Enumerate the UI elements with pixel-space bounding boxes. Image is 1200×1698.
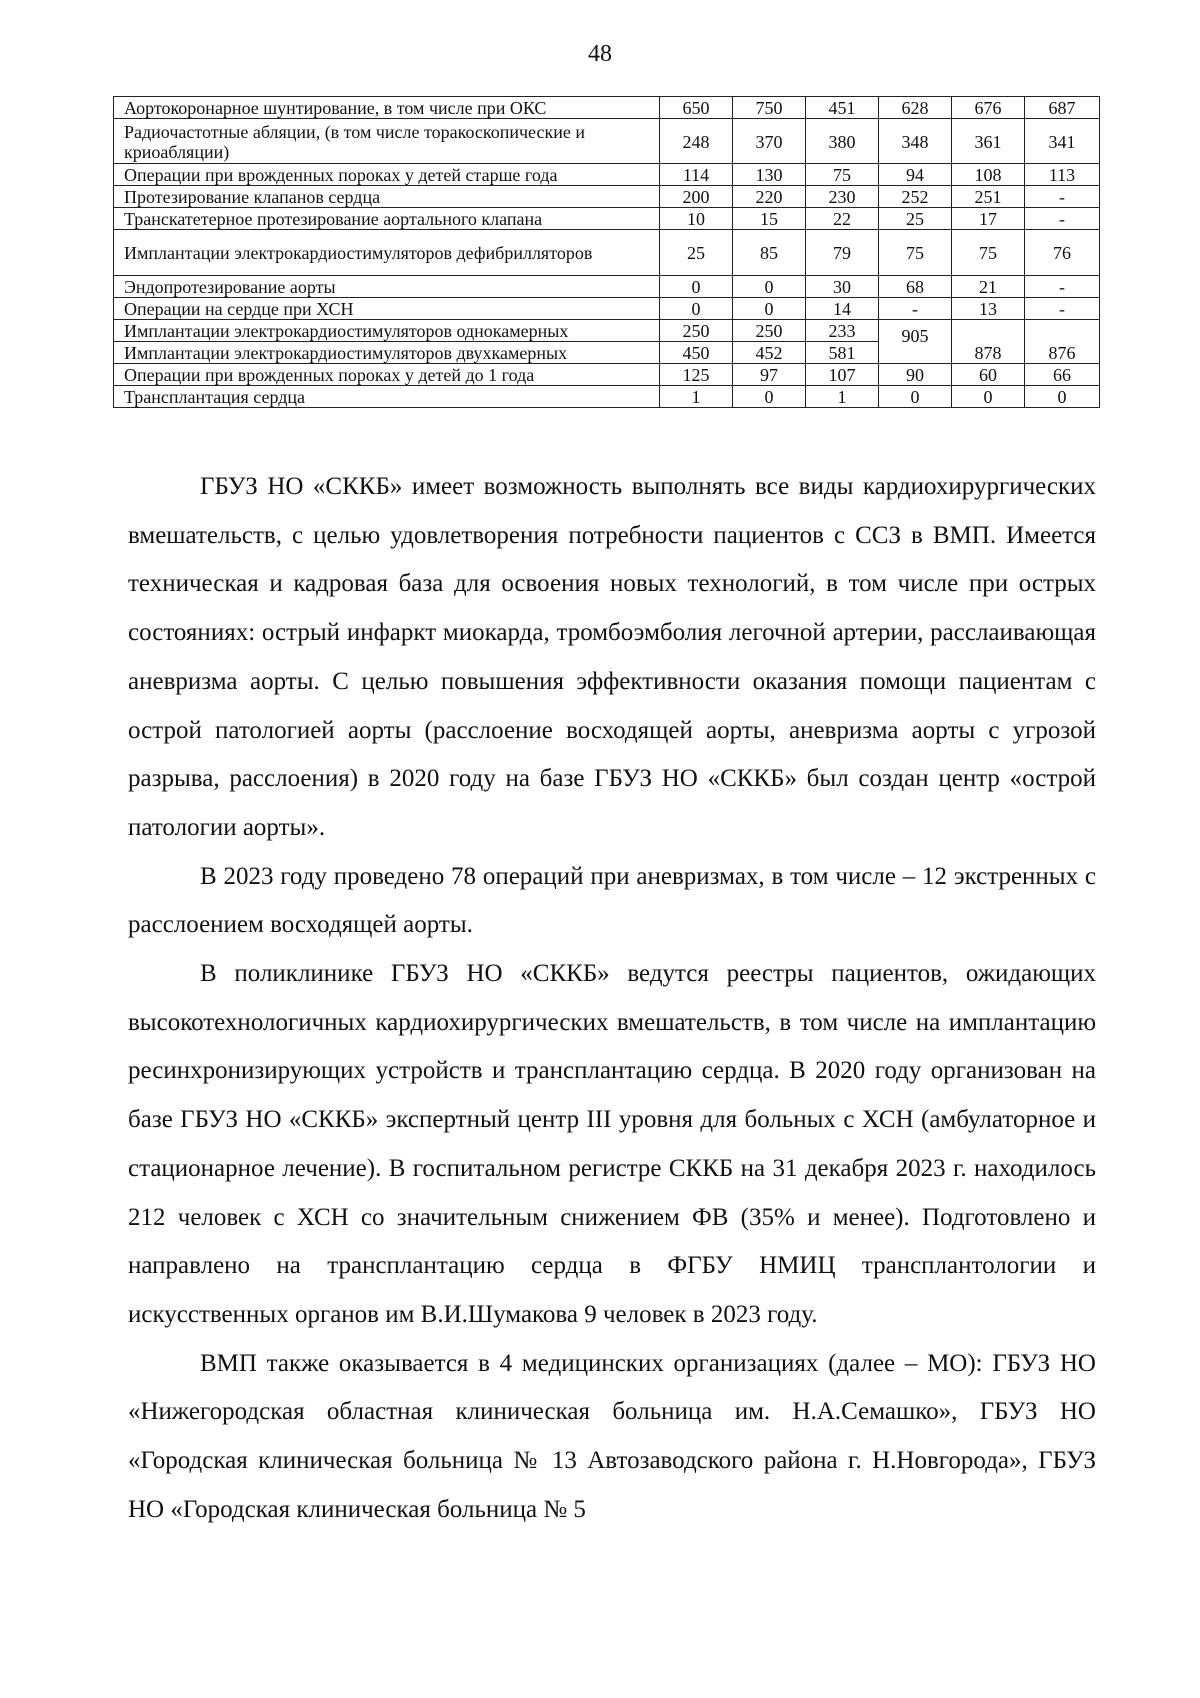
row-label: Имплантации электрокардиостимуляторов двухкамерных bbox=[114, 342, 660, 364]
merged-cell: 876 bbox=[1025, 320, 1100, 364]
table-row bbox=[114, 386, 1100, 408]
table-cell: - bbox=[1025, 276, 1100, 298]
table-cell: 452 bbox=[733, 342, 806, 364]
row-label: Радиочастотные абляции, (в том числе торакоскопические и криоабляции) bbox=[114, 119, 660, 164]
table-cell: 15 bbox=[733, 208, 806, 230]
table-cell: 687 bbox=[1025, 97, 1100, 119]
table-cell: 75 bbox=[952, 230, 1025, 276]
surgery-statistics-table bbox=[113, 96, 1100, 408]
row-label: Операции на сердце при ХСН bbox=[114, 298, 660, 320]
table-cell: 125 bbox=[660, 364, 733, 386]
table-cell: 114 bbox=[660, 164, 733, 186]
table-cell: 676 bbox=[952, 97, 1025, 119]
table-row bbox=[114, 97, 1100, 119]
table-cell: 341 bbox=[1025, 119, 1100, 164]
row-label: Имплантации электрокардиостимуляторов однокамерных bbox=[114, 320, 660, 342]
table-cell: 250 bbox=[660, 320, 733, 342]
table-cell: 248 bbox=[660, 119, 733, 164]
table-cell: 107 bbox=[806, 364, 879, 386]
table-cell: 450 bbox=[660, 342, 733, 364]
table-cell: 250 bbox=[733, 320, 806, 342]
table-cell: 348 bbox=[879, 119, 952, 164]
paragraph: В поликлинике ГБУЗ НО «СККБ» ведутся реестры пациентов, ожидающих высокотехнологичных кардиохирургических вмешательств, в том числе на имплантацию ресинхронизирующих устройств и трансплантацию сердца. В 2020 году организован на базе ГБУЗ НО «СККБ» экспертный центр III уровня для больных с ХСН (амбулаторное и стационарное лечение). В госпитальном регистре СККБ на 31 декабря 2023 г. находилось 212 человек с ХСН со значительным снижением ФВ (35% и менее). Подготовлено и направлено на трансплантацию сердца в ФГБУ НМИЦ трансплантологии и искусственных органов им В.И.Шумакова 9 человек в 2023 году. bbox=[128, 960, 1096, 1328]
row-label: Транскатетерное протезирование аортального клапана bbox=[114, 208, 660, 230]
paragraph: ВМП также оказывается в 4 медицинских организациях (далее – МО): ГБУЗ НО «Нижегородская областная клиническая больница им. Н.А.Семашко», ГБУЗ НО «Городская клиническая больница № 13 Автозаводского района г. Н.Новгорода», ГБУЗ НО «Городская клиническая больница № 5 bbox=[128, 1349, 1096, 1523]
table-cell: 22 bbox=[806, 208, 879, 230]
table-cell: 650 bbox=[660, 97, 733, 119]
table-cell: 30 bbox=[806, 276, 879, 298]
table-cell: 0 bbox=[733, 276, 806, 298]
table-row bbox=[114, 364, 1100, 386]
table-cell: 0 bbox=[733, 386, 806, 408]
paragraph: В 2023 году проведено 78 операций при аневризмах, в том числе – 12 экстренных с расслоением восходящей аорты. bbox=[128, 862, 1096, 939]
table-row bbox=[114, 186, 1100, 208]
merged-cell: 905 bbox=[879, 320, 952, 364]
table-row bbox=[114, 230, 1100, 276]
table-cell: 0 bbox=[660, 298, 733, 320]
table-cell: 85 bbox=[733, 230, 806, 276]
table-row bbox=[114, 276, 1100, 298]
table-cell: 10 bbox=[660, 208, 733, 230]
table-row bbox=[114, 298, 1100, 320]
table-cell: 200 bbox=[660, 186, 733, 208]
table-cell: 25 bbox=[879, 208, 952, 230]
table-cell: 13 bbox=[952, 298, 1025, 320]
table-cell: 66 bbox=[1025, 364, 1100, 386]
table-cell: 75 bbox=[806, 164, 879, 186]
table-cell: 0 bbox=[733, 298, 806, 320]
table-cell: 750 bbox=[733, 97, 806, 119]
table-cell: 76 bbox=[1025, 230, 1100, 276]
table-cell: - bbox=[1025, 298, 1100, 320]
table-cell: 252 bbox=[879, 186, 952, 208]
table-cell: 251 bbox=[952, 186, 1025, 208]
table-cell: 68 bbox=[879, 276, 952, 298]
table-cell: 90 bbox=[879, 364, 952, 386]
table-cell: 220 bbox=[733, 186, 806, 208]
table-cell: 628 bbox=[879, 97, 952, 119]
table-cell: - bbox=[1025, 186, 1100, 208]
table-cell: - bbox=[1025, 208, 1100, 230]
table-cell: 0 bbox=[952, 386, 1025, 408]
table-cell: 1 bbox=[806, 386, 879, 408]
table-cell: 108 bbox=[952, 164, 1025, 186]
table-cell: 230 bbox=[806, 186, 879, 208]
table-cell: 25 bbox=[660, 230, 733, 276]
table-cell: - bbox=[879, 298, 952, 320]
table-row bbox=[114, 208, 1100, 230]
row-label: Операции при врожденных пороках у детей до 1 года bbox=[114, 364, 660, 386]
table-cell: 17 bbox=[952, 208, 1025, 230]
table-cell: 14 bbox=[806, 298, 879, 320]
table-cell: 451 bbox=[806, 97, 879, 119]
table-cell: 75 bbox=[879, 230, 952, 276]
page-number: 48 bbox=[588, 41, 612, 67]
table-row bbox=[114, 320, 1100, 342]
table-cell: 130 bbox=[733, 164, 806, 186]
table-cell: 1 bbox=[660, 386, 733, 408]
merged-cell: 878 bbox=[952, 320, 1025, 364]
body-text bbox=[128, 463, 1096, 1534]
row-label: Протезирование клапанов сердца bbox=[114, 186, 660, 208]
table-cell: 361 bbox=[952, 119, 1025, 164]
row-label: Аортокоронарное шунтирование, в том числе при ОКС bbox=[114, 97, 660, 119]
row-label: Эндопротезирование аорты bbox=[114, 276, 660, 298]
table-cell: 60 bbox=[952, 364, 1025, 386]
table-cell: 0 bbox=[660, 276, 733, 298]
table-cell: 370 bbox=[733, 119, 806, 164]
table-row bbox=[114, 164, 1100, 186]
table-cell: 94 bbox=[879, 164, 952, 186]
table-cell: 581 bbox=[806, 342, 879, 364]
row-label: Трансплантация сердца bbox=[114, 386, 660, 408]
table-cell: 0 bbox=[1025, 386, 1100, 408]
row-label: Операции при врожденных пороках у детей старше года bbox=[114, 164, 660, 186]
table-cell: 0 bbox=[879, 386, 952, 408]
row-label: Имплантации электрокардиостимуляторов дефибрилляторов bbox=[114, 230, 660, 276]
table-cell: 21 bbox=[952, 276, 1025, 298]
table-cell: 79 bbox=[806, 230, 879, 276]
table-cell: 97 bbox=[733, 364, 806, 386]
table-row bbox=[114, 119, 1100, 164]
paragraph: ГБУЗ НО «СККБ» имеет возможность выполнять все виды кардиохирургических вмешательств, с целью удовлетворения потребности пациентов с ССЗ в ВМП. Имеется техническая и кадровая база для освоения новых технологий, в том числе при острых состояниях: острый инфаркт миокарда, тромбоэмболия легочной артерии, расслаивающая аневризма аорты. С целью повышения эффективности оказания помощи пациентам с острой патологией аорты (расслоение восходящей аорты, аневризма аорты с угрозой разрыва, расслоения) в 2020 году на базе ГБУЗ НО «СККБ» был создан центр «острой патологии аорты». bbox=[128, 473, 1096, 841]
table-cell: 113 bbox=[1025, 164, 1100, 186]
table-cell: 233 bbox=[806, 320, 879, 342]
table-cell: 380 bbox=[806, 119, 879, 164]
